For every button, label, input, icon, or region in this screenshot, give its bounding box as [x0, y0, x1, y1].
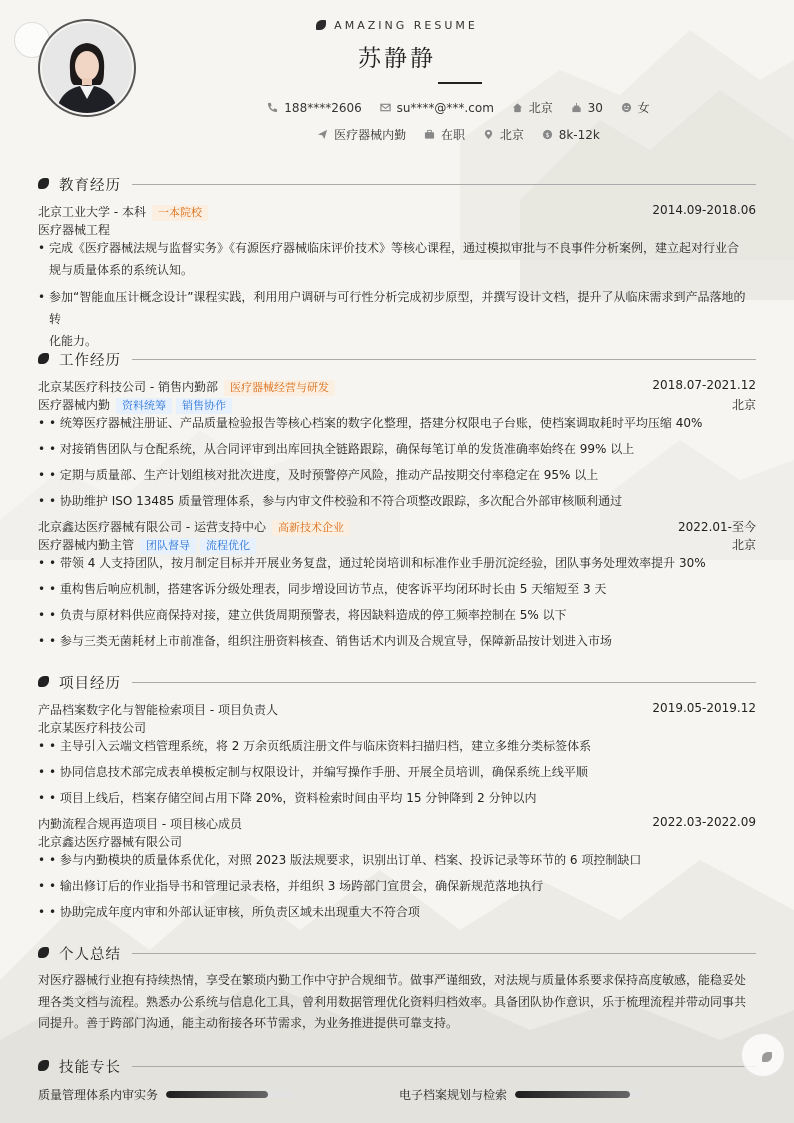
- project-header: 内勤流程合规再造项目 - 项目核心成员 2022.03-2022.09: [38, 815, 756, 831]
- skill-level-bar: [515, 1091, 643, 1098]
- location-icon: [483, 129, 494, 140]
- job-bullet: • • 重构售后响应机制，搭建客诉分级处理表，同步增设回访节点，使客诉平均闭环时长由 5 天缩短至 3 天: [38, 578, 756, 600]
- briefcase-icon: [424, 129, 435, 140]
- skill-tag: 资料统筹: [116, 398, 172, 414]
- job-bullet: • • 对接销售团队与仓配系统，从合同评审到出库回执全链路跟踪，确保每笔订单的发货准确率始终在 99% 以上: [38, 438, 756, 460]
- project-bullet: • • 项目上线后，档案存储空间占用下降 20%，资料检索时间由平均 15 分钟降到 2 分钟以内: [38, 787, 756, 809]
- status-item: 在职: [424, 126, 465, 143]
- industry-tag: 医疗器械经营与研发: [224, 380, 335, 396]
- home-icon: [512, 102, 523, 113]
- education-bullet: • 完成《医疗器械法规与监督实务》《有源医疗器械临床评价技术》等核心课程，通过模拟审批与不良事件分析案例，建立起对行业合 规与质量体系的系统认知。: [38, 237, 756, 281]
- age-item: 30: [571, 101, 603, 115]
- gender-item: 女: [621, 99, 650, 116]
- phone-icon: [267, 102, 278, 113]
- tagline: AMAZING RESUME: [0, 19, 794, 32]
- project-org: 北京鑫达医疗器械有限公司: [38, 835, 183, 849]
- candidate-name: 苏静静: [358, 46, 436, 72]
- leaf-icon: [38, 676, 49, 687]
- job-role: 医疗器械内勤 资料统筹 销售协作 北京: [38, 398, 756, 412]
- industry-tag: 高新技术企业: [272, 520, 350, 536]
- summary-section-title: 个人总结: [38, 943, 756, 963]
- project-section-title: 项目经历: [38, 672, 756, 692]
- skill-item: 电子档案规划与检索: [399, 1086, 643, 1103]
- email-item: su****@***.com: [380, 101, 494, 115]
- job-bullet: • • 负责与原材料供应商保持对接，建立供货周期预警表，将因缺料造成的停工频率控制在 5% 以下: [38, 604, 756, 626]
- job-header: 北京鑫达医疗器械有限公司 - 运营支持中心 高新技术企业 2022.01-至今: [38, 520, 756, 534]
- education-date: 2014.09-2018.06: [652, 203, 756, 217]
- leaf-icon: [38, 353, 49, 364]
- skill-tag: 团队督导: [140, 538, 196, 554]
- project-bullet: • • 输出修订后的作业指导书和管理记录表格，并组织 3 场跨部门宣贯会，确保新规范落地执行: [38, 875, 756, 897]
- job-intent-row: [0, 126, 794, 143]
- cake-icon: [571, 102, 582, 113]
- leaf-icon: [762, 1052, 772, 1062]
- mail-icon: [380, 102, 391, 113]
- skill-tag: 流程优化: [200, 538, 256, 554]
- education-bullet: • 参加“智能血压计概念设计”课程实践，利用用户调研与可行性分析完成初步原型，并撰写设计文档，提升了从临床需求到产品落地的转 化能力。: [38, 286, 756, 352]
- money-icon: [542, 129, 553, 140]
- job-bullet: • • 参与三类无菌耗材上市前准备，组织注册资料核查、销售话术内训及合规宣导，保障新品按计划进入市场: [38, 630, 756, 652]
- skills-section-title: 技能专长: [38, 1056, 756, 1076]
- leaf-icon: [38, 1060, 49, 1071]
- job-target-item: 医疗器械内勤: [317, 126, 406, 143]
- smile-icon: [621, 102, 632, 113]
- leaf-icon: [38, 178, 49, 189]
- project-bullet: • • 主导引入云端文档管理系统，将 2 万余页纸质注册文件与临床资料扫描归档，建立多维分类标签体系: [38, 735, 756, 757]
- skill-item: 质量管理体系内审实务: [38, 1086, 294, 1103]
- school-tag: 一本院校: [152, 205, 208, 221]
- leaf-icon: [38, 947, 49, 958]
- project-bullet: • • 协同信息技术部完成表单模板定制与权限设计，并编写操作手册、开展全员培训，确保系统上线平顺: [38, 761, 756, 783]
- education-section-title: 教育经历: [38, 174, 756, 194]
- job-header: 北京某医疗科技公司 - 销售内勤部 医疗器械经营与研发 2018.07-2021.12: [38, 378, 756, 394]
- work-section-title: 工作经历: [38, 349, 756, 369]
- name-divider: [438, 82, 482, 84]
- school-name: 北京工业大学 - 本科: [38, 205, 146, 219]
- project-bullet: • • 协助完成年度内审和外部认证审核，所负责区域未出现重大不符合项: [38, 901, 756, 923]
- svg-text:$: $: [545, 130, 550, 139]
- job-bullet: • • 统筹医疗器械注册证、产品质量检验报告等核心档案的数字化整理，搭建分权限电子台账，使档案调取耗时平均压缩 40%: [38, 412, 756, 434]
- major: 医疗器械工程: [38, 223, 111, 237]
- project-org: 北京某医疗科技公司: [38, 721, 147, 735]
- project-bullet: • • 参与内勤模块的质量体系优化，对照 2023 版法规要求，识别出订单、档案、投诉记录等环节的 6 项控制缺口: [38, 849, 756, 871]
- job-bullet: • • 协助维护 ISO 13485 质量管理体系，参与内审文件校验和不符合项整改跟踪，多次配合外部审核顺利通过: [38, 490, 756, 512]
- summary-text: 对医疗器械行业抱有持续热情，享受在繁琐内勤工作中守护合规细节。做事严谨细致，对法规与质量体系要求保持高度敏感，能稳妥处 理各类文档与流程。熟悉办公系统与信息化工具，曾利用数据管理优化资料归档效率。具备团队协作意识，乐于梳理流程并带动同事共 同提升。善于跨部门沟通，能主动衔接各环节需求，为业务推进提供可靠支持。: [38, 973, 747, 1030]
- project-header: 产品档案数字化与智能检索项目 - 项目负责人 2019.05-2019.12: [38, 701, 756, 717]
- job-bullet: • • 带领 4 人支持团队，按月制定目标并开展业务复盘，通过轮岗培训和标准作业手册沉淀经验，团队事务处理效率提升 30%: [38, 552, 756, 574]
- phone-item: 188****2606: [267, 101, 361, 115]
- skill-level-bar: [166, 1091, 294, 1098]
- salary-item: $ 8k-12k: [542, 128, 600, 142]
- job-bullet: • • 定期与质量部、生产计划组核对批次进度，及时预警停产风险，推动产品按期交付率稳定在 95% 以上: [38, 464, 756, 486]
- job-role: 医疗器械内勤主管 团队督导 流程优化 北京: [38, 538, 756, 552]
- leaf-icon: [316, 20, 326, 30]
- floating-action-button[interactable]: [741, 1033, 785, 1077]
- skill-tag: 销售协作: [176, 398, 232, 414]
- education-header: [38, 203, 756, 219]
- send-icon: [317, 129, 328, 140]
- city-item: 北京: [512, 99, 553, 116]
- contact-row: [0, 99, 794, 116]
- target-city-item: 北京: [483, 126, 524, 143]
